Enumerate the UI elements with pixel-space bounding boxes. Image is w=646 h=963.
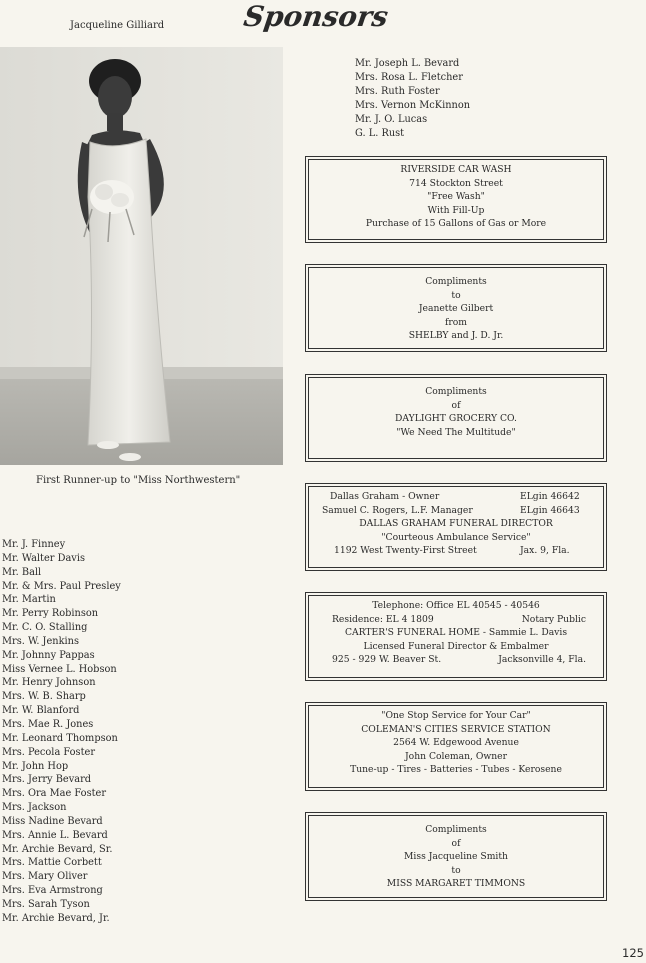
ad-line: CARTER'S FUNERAL HOME - Sammie L. Davis	[344, 627, 568, 639]
photo-name-caption: Jacqueline Gilliard	[70, 20, 165, 31]
sponsor-name: Mr. Joseph L. Bevard	[355, 58, 460, 69]
ad-line: With Fill-Up	[427, 204, 485, 216]
ad-line: Miss Jacqueline Smith	[404, 851, 508, 863]
ad-line: Compliments	[425, 824, 487, 835]
ad-phone: ELgin 46643	[520, 504, 580, 516]
ad-line: to	[451, 289, 461, 301]
list-item: Mr. Ball	[2, 566, 42, 578]
ad-text: 1192 West Twenty-First Street	[334, 545, 477, 557]
list-item: Mrs. Mae R. Jones	[2, 718, 94, 730]
ad-row	[314, 490, 598, 504]
ad-line: "Free Wash"	[427, 191, 485, 203]
ad-line: DAYLIGHT GROCERY CO.	[395, 413, 517, 425]
ad-text: 925 - 929 W. Beaver St.	[332, 654, 442, 666]
list-item: Mr. Martin	[2, 594, 56, 606]
list-item: Mrs. Mattie Corbett	[2, 857, 102, 869]
list-item: Mrs. Annie L. Bevard	[2, 829, 108, 841]
ad-dallas-graham-funeral	[305, 483, 607, 571]
sponsor-name-list	[2, 538, 121, 926]
ad-line: to	[451, 864, 461, 876]
ad-compliments-jacqueline-smith	[305, 812, 607, 901]
list-item: Mr. Perry Robinson	[2, 608, 99, 620]
list-item: Mr. Leonard Thompson	[2, 732, 118, 744]
ad-line: Tune-up - Tires - Batteries - Tubes - Kerosene	[350, 764, 562, 776]
ad-carters-funeral-home	[305, 592, 607, 681]
sponsor-name: Mr. J. O. Lucas	[355, 113, 428, 125]
list-item: Mr. Henry Johnson	[2, 677, 96, 689]
list-item: Mrs. Mary Oliver	[2, 871, 88, 883]
ad-line: Compliments	[425, 276, 487, 287]
list-item: Mr. J. Finney	[2, 539, 66, 550]
ad-line: Jeanette Gilbert	[418, 303, 494, 315]
ad-text: Jax. 9, Fla.	[520, 545, 570, 557]
ad-text: Notary Public	[521, 613, 586, 625]
ad-line: from	[444, 316, 468, 328]
ad-line: of	[451, 837, 461, 849]
ad-text: Dallas Graham - Owner	[330, 491, 440, 502]
ad-line: DALLAS GRAHAM FUNERAL DIRECTOR	[359, 518, 553, 530]
ad-riverside-car-wash	[305, 156, 607, 243]
list-item: Mrs. W. Jenkins	[2, 635, 79, 647]
list-item: Mr. C. O. Stalling	[2, 622, 88, 634]
ad-text: Samuel C. Rogers, L.F. Manager	[322, 504, 473, 516]
ad-line: Licensed Funeral Director & Embalmer	[363, 640, 549, 652]
sponsor-name: G. L. Rust	[355, 127, 405, 139]
list-item: Mr. Archie Bevard, Jr.	[2, 912, 110, 924]
page-number: 125	[622, 946, 644, 960]
ad-text: Jacksonville 4, Fla.	[498, 654, 586, 666]
list-item: Miss Nadine Bevard	[2, 815, 103, 827]
list-item: Mrs. Pecola Foster	[2, 746, 95, 758]
sponsor-name: Mrs. Vernon McKinnon	[355, 99, 471, 111]
ad-line: SHELBY and J. D. Jr.	[408, 330, 504, 342]
ad-line: of	[451, 399, 461, 411]
list-item: Miss Vernee L. Hobson	[2, 663, 117, 675]
list-item: Mr. W. Blanford	[2, 705, 80, 717]
ad-colemans-service-station	[305, 702, 607, 791]
list-item: Mr. Johnny Pappas	[2, 649, 95, 661]
top-sponsor-list	[355, 57, 470, 140]
ad-line: COLEMAN'S CITIES SERVICE STATION	[361, 723, 551, 735]
portrait-photo-illustration	[0, 47, 283, 465]
ad-line: "We Need The Multitude"	[396, 426, 516, 438]
ad-daylight-grocery	[305, 374, 607, 462]
ad-text: Residence: EL 4 1809	[332, 613, 434, 625]
list-item: Mrs. Eva Armstrong	[2, 885, 103, 897]
list-item: Mrs. Jerry Bevard	[2, 774, 92, 786]
photo-caption: First Runner-up to "Miss Northwestern"	[36, 475, 241, 486]
list-item: Mrs. W. B. Sharp	[2, 691, 86, 703]
list-item: Mrs. Sarah Tyson	[2, 898, 90, 910]
ad-line: Purchase of 15 Gallons of Gas or More	[365, 218, 547, 230]
sponsor-name: Mrs. Ruth Foster	[355, 85, 440, 97]
ad-row	[314, 613, 598, 627]
list-item: Mrs. Ora Mae Foster	[2, 788, 107, 800]
list-item: Mr. & Mrs. Paul Presley	[2, 580, 121, 592]
ad-line: Compliments	[425, 386, 487, 397]
ad-row	[314, 504, 598, 518]
ad-line: Telephone: Office EL 40545 - 40546	[372, 600, 540, 611]
ad-row	[314, 653, 598, 667]
ad-line: 714 Stockton Street	[409, 177, 503, 189]
page-title: Sponsors	[241, 0, 391, 33]
list-item: Mr. Archie Bevard, Sr.	[2, 843, 113, 855]
ad-line: MISS MARGARET TIMMONS	[386, 878, 526, 890]
ad-line: 2564 W. Edgewood Avenue	[393, 737, 519, 749]
ad-row	[314, 544, 598, 558]
ad-line: "One Stop Service for Your Car"	[381, 710, 531, 721]
ad-line: RIVERSIDE CAR WASH	[400, 164, 512, 175]
list-item: Mr. John Hop	[2, 760, 69, 772]
ad-line: John Coleman, Owner	[405, 750, 507, 762]
ad-phone: ELgin 46642	[520, 491, 580, 502]
list-item: Mrs. Jackson	[2, 802, 67, 814]
sponsor-name: Mrs. Rosa L. Fletcher	[355, 71, 463, 83]
ad-compliments-jeanette	[305, 264, 607, 352]
ad-line: "Courteous Ambulance Service"	[381, 531, 531, 543]
list-item: Mr. Walter Davis	[2, 552, 85, 564]
portrait-photo	[0, 47, 283, 465]
